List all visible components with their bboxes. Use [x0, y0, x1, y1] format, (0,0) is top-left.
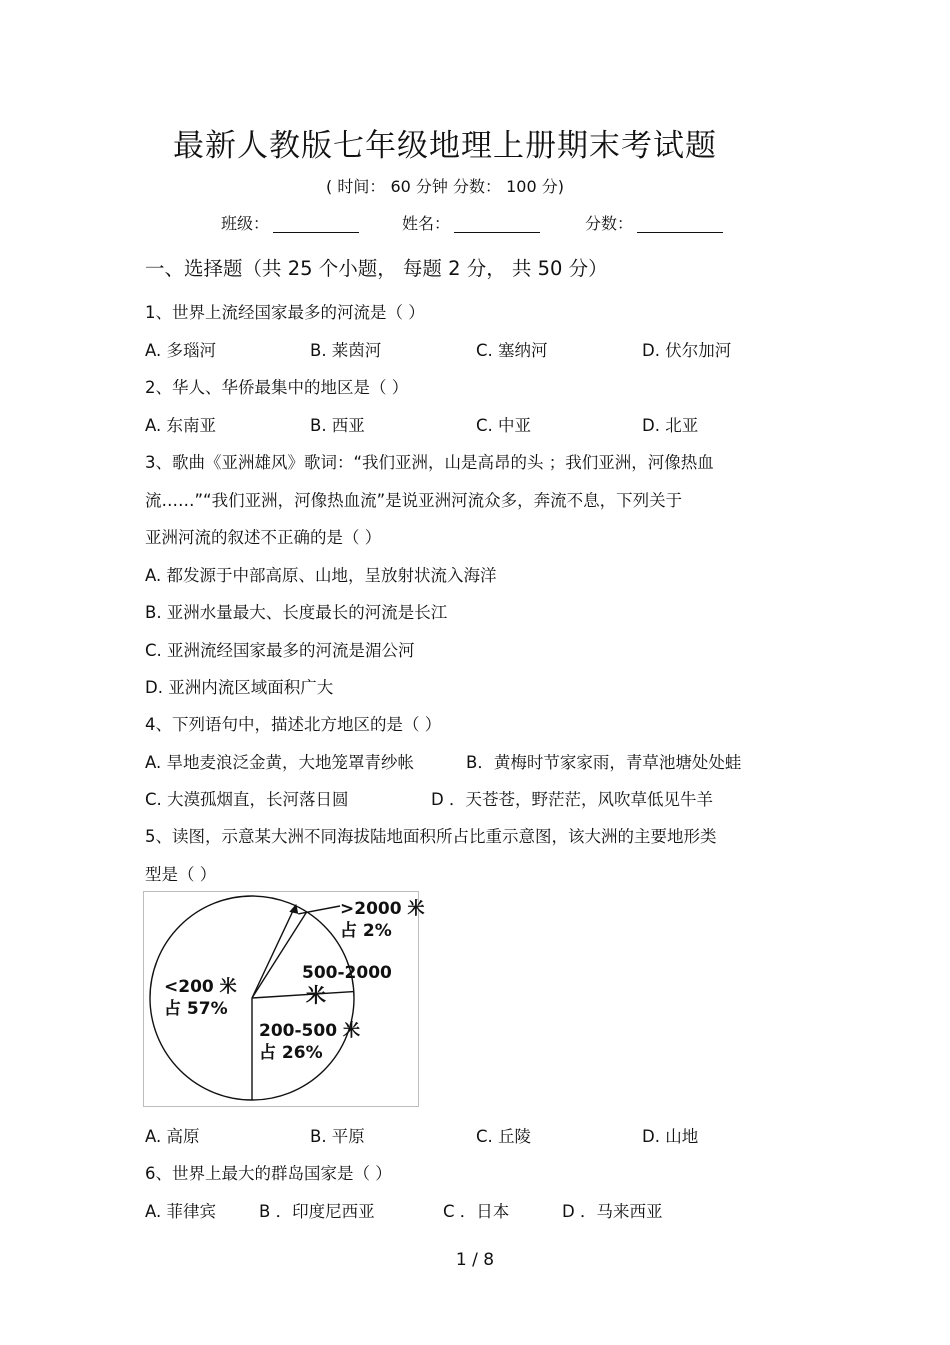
upper-unit-label: 米 [306, 983, 326, 1007]
class-field [221, 211, 359, 234]
elevation-pie-chart [143, 891, 425, 1107]
mid-range-label [259, 1020, 360, 1064]
question-1-stem: 1、世界上流经国家最多的河流是（ ） [145, 303, 425, 322]
q4-option-c: C. 大漠孤烟直，长河落日圆 [145, 790, 349, 809]
q1-option-b: B. 莱茵河 [310, 341, 382, 360]
name-label: 姓名： [402, 214, 451, 233]
q3-option-b: B. 亚洲水量最大、长度最长的河流是长江 [145, 603, 448, 622]
q2-option-d: D. 北亚 [642, 416, 699, 435]
high-range-label [340, 898, 424, 942]
name-field [402, 211, 540, 234]
question-6-stem: 6、世界上最大的群岛国家是（ ） [145, 1164, 392, 1183]
high-range-text: >2000 米 [340, 899, 425, 919]
upper-range-text: 500-2000 [302, 963, 392, 983]
q2-option-c: C. 中亚 [476, 416, 532, 435]
document-title: 最新人教版七年级地理上册期末考试题 [173, 128, 717, 164]
radius-after-low [252, 906, 295, 998]
q5-option-b: B. 平原 [310, 1127, 365, 1146]
question-3-stem-line-2: 流……”“我们亚洲，河像热血流”是说亚洲河流众多，奔流不息，下列关于 [145, 491, 683, 510]
q4-option-d: D ．天苍苍，野茫茫，风吹草低见牛羊 [431, 790, 713, 809]
q1-option-d: D. 伏尔加河 [642, 341, 732, 360]
q6-option-d: D ．马来西亚 [562, 1202, 663, 1221]
question-3-stem-line-3: 亚洲河流的叙述不正确的是（ ） [145, 528, 382, 547]
low-range-text: <200 米 [164, 977, 237, 997]
q6-option-c: C ．日本 [443, 1202, 510, 1221]
question-5-stem-line-2: 型是（ ） [145, 865, 217, 884]
mid-pct-text: 占 26% [259, 1043, 323, 1063]
radius-after-mid [252, 912, 307, 998]
score-blank [637, 218, 723, 233]
q6-option-b: B ．印度尼西亚 [259, 1202, 375, 1221]
q6-option-a: A. 菲律宾 [145, 1202, 216, 1221]
low-pct-text: 占 57% [164, 999, 228, 1019]
q1-option-c: C. 塞纳河 [476, 341, 548, 360]
question-4-stem: 4、下列语句中，描述北方地区的是（ ） [145, 715, 442, 734]
q4-option-a: A. 旱地麦浪泛金黄，大地笼罩青纱帐 [145, 753, 414, 772]
upper-range-label [302, 962, 392, 984]
page-number: 1 / 8 [455, 1250, 495, 1270]
q3-option-a: A. 都发源于中部高原、山地，呈放射状流入海洋 [145, 566, 497, 585]
score-label: 分数： [585, 214, 634, 233]
question-3-stem-line-1: 3、歌曲《亚洲雄风》歌词：“我们亚洲，山是高昂的头 ；我们亚洲，河像热血 [145, 453, 714, 472]
score-field [585, 211, 723, 234]
q3-option-c: C. 亚洲流经国家最多的河流是湄公河 [145, 641, 415, 660]
q2-option-a: A. 东南亚 [145, 416, 216, 435]
question-2-stem: 2、华人、华侨最集中的地区是（ ） [145, 378, 409, 397]
high-pct-text: 占 2% [340, 921, 392, 941]
q5-option-d: D. 山地 [642, 1127, 699, 1146]
name-blank [454, 218, 540, 233]
exam-time-score: ( 时间： 60 分钟 分数： 100 分) [326, 177, 564, 196]
class-blank [273, 218, 359, 233]
section-heading: 一、选择题（共 25 个小题， 每题 2 分， 共 50 分） [145, 257, 608, 280]
class-label: 班级： [221, 214, 270, 233]
q4-option-b: B．黄梅时节家家雨，青草池塘处处蛙 [466, 753, 742, 772]
q5-option-c: C. 丘陵 [476, 1127, 532, 1146]
q3-option-d: D. 亚洲内流区域面积广大 [145, 678, 334, 697]
radius-after-upper [252, 992, 354, 998]
q2-option-b: B. 西亚 [310, 416, 365, 435]
question-5-stem-line-1: 5、读图，示意某大洲不同海拔陆地面积所占比重示意图，该大洲的主要地形类 [145, 827, 717, 846]
low-range-label [164, 976, 237, 1020]
q5-option-a: A. 高原 [145, 1127, 200, 1146]
q1-option-a: A. 多瑙河 [145, 341, 216, 360]
mid-range-text: 200-500 米 [259, 1021, 360, 1041]
